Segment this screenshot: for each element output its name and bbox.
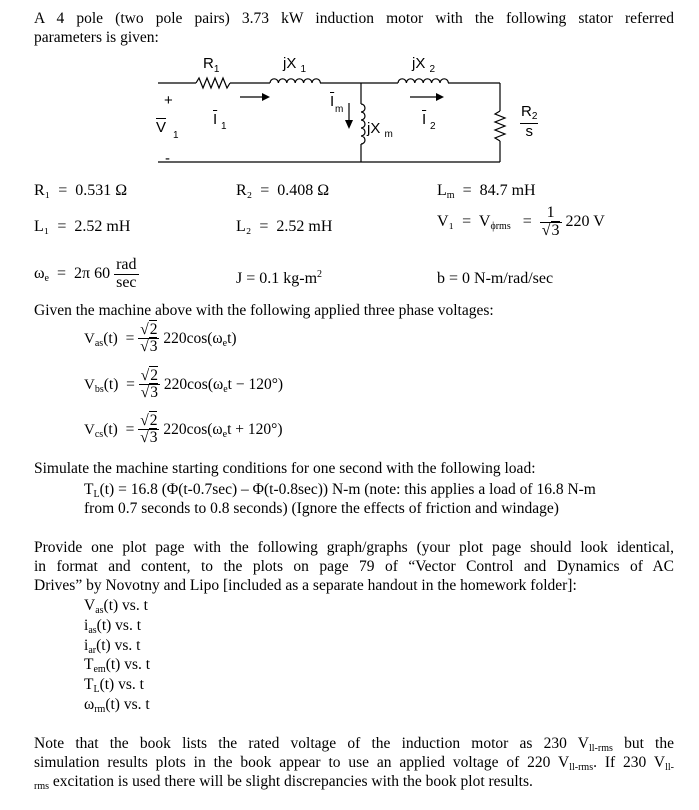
jx2-inductor bbox=[398, 79, 448, 83]
r2s-resistor bbox=[495, 111, 505, 141]
provide-line-2: in format and content, to the plots on page 79 of “Vector Control and Dynamics of AC bbox=[34, 558, 674, 575]
label-plus: + bbox=[164, 92, 173, 109]
label-i1-sub: 1 bbox=[221, 121, 227, 132]
plot-item: $i_{as}(t)$ vs. t bbox=[84, 617, 141, 636]
given-text: Given the machine above with the following applied three phase voltages: bbox=[34, 302, 494, 319]
label-i1: $\overline{I}$ bbox=[213, 111, 218, 128]
label-v1-sub: 1 bbox=[173, 130, 179, 141]
param-v1: $V_1 = V_{\phi rms}$ = $\frac{1}{√3}$ 220 V bbox=[437, 204, 605, 239]
plot-item: $\omega_{rm}(t)$ vs. t bbox=[84, 696, 150, 715]
voltage-eq-cs: $V_{cs}(t)$ = $\frac{√2}{√3}$ $220\cos(\omega_et + 120^\circ)$ bbox=[84, 412, 283, 447]
voltage-eq-as: $V_{as}(t)$ = $\frac{√2}{√3}$ $220\cos(\omega_et)$ bbox=[84, 321, 237, 356]
plot-item: $i_{ar}(t)$ vs. t bbox=[84, 637, 141, 656]
r1-resistor bbox=[196, 78, 230, 88]
param-lm: $L_m = 84.7$ mH bbox=[437, 182, 536, 201]
note-line-2: simulation results plots in the book appear to use an applied voltage of 220 $V_{ll-rms}$. If 230 $V_{ll-}$ bbox=[34, 754, 674, 773]
label-jx1: jX $_1$ bbox=[283, 55, 307, 75]
plot-item: $T_L(t)$ vs. t bbox=[84, 676, 144, 695]
label-i2-sub: 2 bbox=[430, 121, 436, 132]
provide-line-3: Drives” by Novotny and Lipo [included as a separate handout in the homework folder]: bbox=[34, 577, 577, 594]
label-jxm: jX $_m$ bbox=[367, 120, 393, 140]
param-j: J = 0.1 $kg-m^2$ bbox=[236, 269, 323, 287]
param-l2: L₂ = 2.52 mH bbox=[236, 218, 333, 235]
label-v1: $\overline{V}$ bbox=[156, 119, 167, 136]
load-line-1: $T_L(t) = 16.8$ (Φ(t-0.7sec) – Φ(t-0.8sec)) N-m (note: this applies a load of 16.8 N-m bbox=[84, 481, 596, 500]
label-im-sub: m bbox=[335, 104, 344, 115]
param-we: $\omega_e = 2\pi$ 60 $\frac{\text{rad}}{\sec}$ bbox=[34, 256, 137, 291]
label-r1: $R_1$ bbox=[203, 55, 220, 75]
provide-line-1: Provide one plot page with the following graph/graphs (your plot page should look identical, bbox=[34, 539, 674, 556]
voltage-eq-bs: $V_{bs}(t)$ = $\frac{√2}{√3}$ $220\cos(\omega_et - 120^\circ)$ bbox=[84, 367, 284, 402]
i2-arrowhead bbox=[436, 93, 444, 101]
param-r1: R₁ = 0.531 Ω bbox=[34, 182, 128, 199]
plot-item: $T_{em}(t)$ vs. t bbox=[84, 656, 151, 675]
jxm-inductor bbox=[361, 104, 365, 144]
i1-arrowhead bbox=[262, 93, 270, 101]
label-i2: $\overline{I}$ bbox=[422, 111, 427, 128]
label-im: $\overline{I}$ bbox=[330, 93, 335, 110]
label-r2-over-s: $R_2$ s bbox=[521, 103, 538, 140]
im-arrowhead bbox=[345, 120, 353, 129]
jx1-inductor bbox=[270, 79, 320, 83]
label-jx2: jX $_2$ bbox=[412, 55, 436, 75]
param-b: b = 0 N-m/rad/sec bbox=[437, 270, 554, 287]
param-r2: R₂ = 0.408 Ω bbox=[236, 182, 330, 199]
note-line-3: $_{rms}$ excitation is used there will be slight discrepancies with the book plot results. bbox=[34, 773, 533, 792]
simulate-text: Simulate the machine starting conditions for one second with the following load: bbox=[34, 460, 536, 477]
label-minus: - bbox=[165, 150, 170, 167]
intro-line-1: A 4 pole (two pole pairs) 3.73 kW induction motor with the following stator referred bbox=[34, 10, 674, 27]
plot-item: $V_{as}(t)$ vs. t bbox=[84, 597, 148, 616]
intro-line-2: parameters is given: bbox=[34, 29, 159, 46]
note-line-1: Note that the book lists the rated voltage of the induction motor as 230 $V_{ll-rms}$ but the bbox=[34, 735, 674, 754]
param-l1: L₁ = 2.52 mH bbox=[34, 218, 131, 235]
load-line-2: from 0.7 seconds to 0.8 seconds) (Ignore the effects of friction and windage) bbox=[84, 500, 559, 517]
